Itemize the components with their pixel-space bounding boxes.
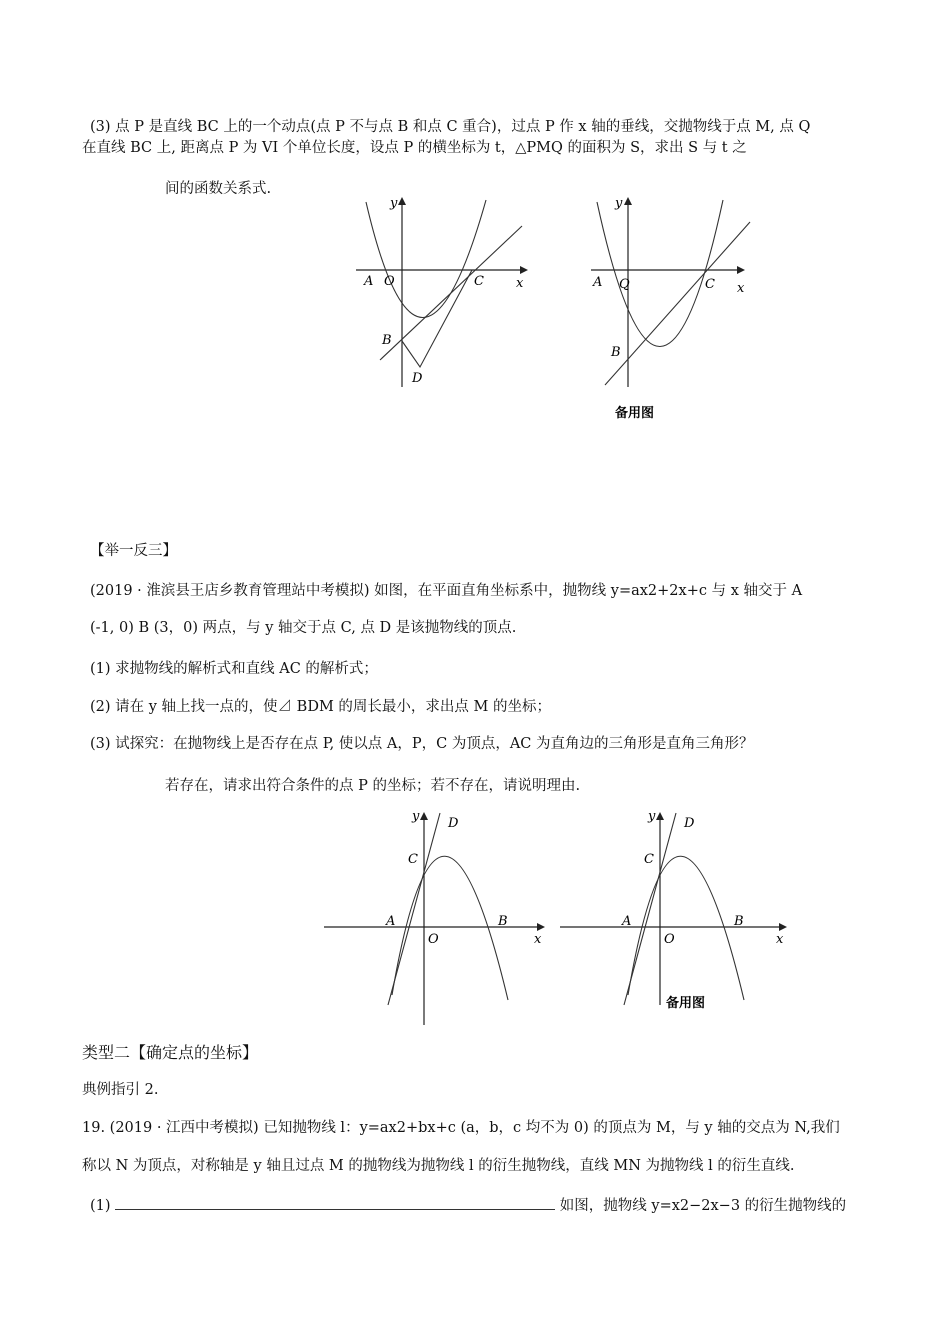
juyi-line2: (-1, 0) B (3，0) 两点，与 y 轴交于点 C, 点 D 是该抛物线的顶点. (90, 620, 517, 636)
problem3-line2: 在直线 BC 上, 距离点 P 为 VI 个单位长度，设点 P 的横坐标为 t，△PMQ 的面积为 S，求出 S 与 t 之 (82, 140, 747, 156)
figure1-left (350, 192, 540, 392)
fig2r-o-label: O (664, 932, 675, 947)
fig2r-d-label: D (684, 816, 695, 831)
fig1l-b-label: B (382, 333, 392, 348)
p19-q1-blank[interactable] (115, 1195, 555, 1210)
type2-heading: 类型二【确定点的坐标】 (82, 1043, 259, 1062)
fig1l-x-label: x (516, 276, 524, 291)
fig1l-c-label: C (474, 274, 484, 289)
p19-q1-text: 如图，抛物线 y=x2−2x−3 的衍生抛物线的 (559, 1198, 847, 1214)
juyi-q3: (3) 试探究：在抛物线上是否存在点 P, 使以点 A，P，C 为顶点，AC 为直角边的三角形是直角三角形？ (90, 736, 754, 752)
figure1-right (585, 192, 765, 422)
p19-q1 (90, 1195, 846, 1215)
fig2l-c-label: C (408, 852, 418, 867)
fig1r-a-label: A (593, 275, 603, 290)
fig1r-q-label: Q (619, 277, 630, 292)
fig1r-b-label: B (611, 345, 621, 360)
fig2l-y-label: y (412, 809, 420, 824)
type2-guide: 典例指引 2. (82, 1082, 159, 1098)
fig1r-caption: 备用图 (615, 406, 655, 421)
fig2l-d-label: D (448, 816, 459, 831)
juyi-heading: 【举一反三】 (90, 543, 177, 559)
juyi-q2: (2) 请在 y 轴上找一点的，使⊿ BDM 的周长最小，求出点 M 的坐标； (90, 699, 551, 715)
p19-line1: 19. (2019 · 江西中考模拟) 已知抛物线 l：y=ax2+bx+c (a，b，c 均不为 0) 的顶点为 M，与 y 轴的交点为 N,我们 (82, 1120, 840, 1136)
fig2r-c-label: C (644, 852, 654, 867)
fig2r-caption: 备用图 (666, 996, 706, 1011)
fig1r-y-label: y (615, 196, 623, 211)
p19-q1-number: (1) (90, 1198, 111, 1214)
fig2l-o-label: O (428, 932, 439, 947)
fig2l-x-label: x (534, 932, 542, 947)
fig1l-d-label: D (412, 371, 423, 386)
figure2-right (556, 805, 796, 1020)
fig2r-a-label: A (622, 914, 632, 929)
fig2r-b-label: B (734, 914, 744, 929)
fig2l-a-label: A (386, 914, 396, 929)
fig2r-x-label: x (776, 932, 784, 947)
problem3-line3: 间的函数关系式. (165, 181, 272, 197)
fig1l-a-label: A (364, 274, 374, 289)
fig1r-x-label: x (737, 281, 745, 296)
fig2r-y-label: y (648, 809, 656, 824)
p19-line2: 称以 N 为顶点，对称轴是 y 轴且过点 M 的抛物线为抛物线 l 的衍生抛物线，直线 MN 为抛物线 l 的衍生直线. (82, 1158, 795, 1174)
juyi-q3b: 若存在，请求出符合条件的点 P 的坐标；若不存在，请说明理由. (165, 778, 581, 794)
juyi-line1: (2019 · 淮滨县王店乡教育管理站中考模拟) 如图，在平面直角坐标系中，抛物线 y=ax2+2x+c 与 x 轴交于 A (90, 583, 803, 599)
fig1l-y-label: y (390, 196, 398, 211)
fig1r-c-label: C (705, 277, 715, 292)
figure2-left (320, 805, 555, 1030)
fig1l-o-label: O (384, 274, 395, 289)
juyi-q1: (1) 求抛物线的解析式和直线 AC 的解析式； (90, 661, 378, 677)
fig2l-b-label: B (498, 914, 508, 929)
problem3-line1: (3) 点 P 是直线 BC 上的一个动点(点 P 不与点 B 和点 C 重合)，过点 P 作 x 轴的垂线，交抛物线于点 M, 点 Q (90, 119, 811, 135)
